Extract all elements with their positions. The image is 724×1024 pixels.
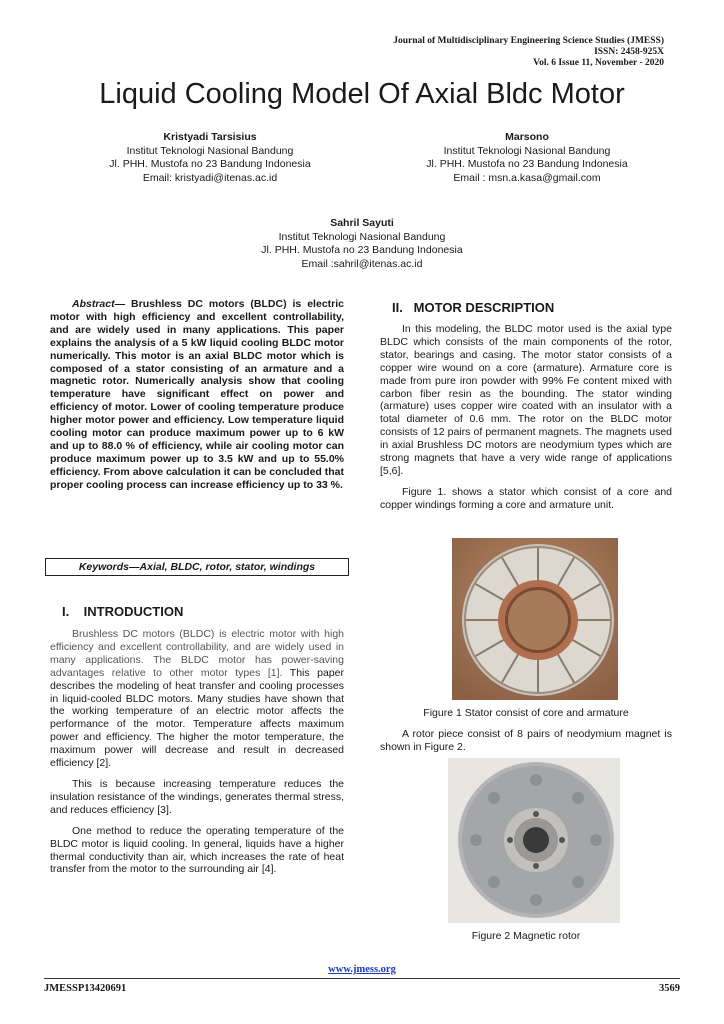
section-heading-motor-description: II. MOTOR DESCRIPTION [392,300,555,315]
author-block-3 [230,217,494,271]
motor-paragraph-2: Figure 1. shows a stator which consist of a core and copper windings forming a core and armature unit. [380,485,672,511]
intro-sentence: This paper describes the modeling of heat transfer and cooling processes in liquid-cooled BLDC motors. Many studies have shown that the working temperature of an electric motor affects the performance of the motor. Temperature affects maximum power and efficiency. The higher the motor temperature, the maximum power will decrease and result in decreased efficiency [2]. [50,666,344,770]
abstract-text: Brushless DC motors (BLDC) is electric motor with high efficiency and excellent controllability, and are widely used in many applications. This paper explains the analysis of a 5 kW liquid cooling BLDC motor numerically. This motor is an axial BLDC motor which is composed of a stator consisting of an armature and a magnetic rotor. Numerically analysis show that cooling temperature have significant effect on power and efficiency of motor. Lower of cooling temperature produce higher motor power and efficiency. Low temperature liquid cooling motor can produce maximum power up to 6 kW and up to 88.0 % of efficiency, while air cooling motor can produce maximum power up to 3.5 kW and up to 55.0% efficiency. From above calculation it can be concluded that proper cooling process can increase efficiency up to 33 %. [50,298,344,491]
author-email: Email: kristyadi@itenas.ac.id [142,171,278,184]
motor-paragraph-1: In this modeling, the BLDC motor used is the axial type BLDC which consists of the main components of the rotor, stator, bearings and casing. The motor stator consists of a copper wire wound on a core (armature). Armature core is made from pure iron powder with 99% Fe content mixed with carbon fiber resin as the bounding. The stator winding (armature) uses copper wire coated with an insulator with a total diameter of 0.6 mm. The rotor on the BLDC motor consists of 12 pairs of permanent magnets. The magnets used in axial Brushless DC motors are neodymium types which are strong magnets that have a very wide range of applications [5,6]. [380,323,672,477]
figure-2-rotor-photo [448,758,620,923]
motor-description-body [380,323,672,512]
author-block-2 [392,131,662,185]
author-email: Email :sahril@itenas.ac.id [301,257,423,270]
intro-paragraph-3: One method to reduce the operating temperature of the BLDC motor is liquid cooling. In general, liquids have a higher thermal conductivity than air, which increases the rate of heat transfer from the motor to the surrounding air [4]. [50,824,344,876]
journal-header [393,36,664,69]
abstract [50,298,344,492]
keywords-box: Keywords—Axial, BLDC, rotor, stator, windings [45,558,349,576]
footer-paper-id: JMESSP13420691 [44,983,127,994]
abstract-label: Abstract— [72,298,126,310]
journal-name: Journal of Multidisciplinary Engineering Science Studies (JMESS) [393,36,664,46]
figure-1-stator-photo [452,538,618,700]
journal-issn: ISSN: 2458-925X [594,47,664,57]
figure-2-caption: Figure 2 Magnetic rotor [471,930,581,942]
author-institution: Institut Teknologi Nasional Bandung [278,230,446,243]
footer-url[interactable]: www.jmess.org [328,964,396,975]
intro-paragraph-2: This is because increasing temperature reduces the insulation resistance of the windings, generates thermal stress, and reduces efficiency [3]. [50,777,344,816]
author-block-1 [80,131,340,185]
author-name: Marsono [505,131,549,143]
motor-paragraph-3-block [380,728,672,754]
author-name: Sahril Sayuti [330,217,394,229]
author-address: Jl. PHH. Mustofa no 23 Bandung Indonesia [261,244,463,256]
figure-1-caption: Figure 1 Stator consist of core and armature [423,707,629,719]
author-address: Jl. PHH. Mustofa no 23 Bandung Indonesia [426,158,628,170]
journal-volume: Vol. 6 Issue 11, November - 2020 [533,58,664,68]
intro-sentence-muted: Brushless DC motors (BLDC) is electric motor with high efficiency and excellent controllability, and are widely used in many applications. The BLDC motor has power-saving advantages relative to other motor types [1]. [50,628,344,679]
paper-title: Liquid Cooling Model Of Axial Bldc Motor [99,78,625,110]
introduction-body [50,628,344,876]
author-name: Kristyadi Tarsisius [163,131,257,143]
footer-page-number: 3569 [659,983,680,994]
motor-paragraph-3: A rotor piece consist of 8 pairs of neodymium magnet is shown in Figure 2. [380,728,672,753]
footer-divider [44,978,680,979]
author-institution: Institut Teknologi Nasional Bandung [126,144,294,157]
author-institution: Institut Teknologi Nasional Bandung [443,144,611,157]
section-heading-introduction: I. INTRODUCTION [62,604,184,619]
author-email: Email : msn.a.kasa@gmail.com [453,171,601,184]
author-address: Jl. PHH. Mustofa no 23 Bandung Indonesia [109,158,311,170]
